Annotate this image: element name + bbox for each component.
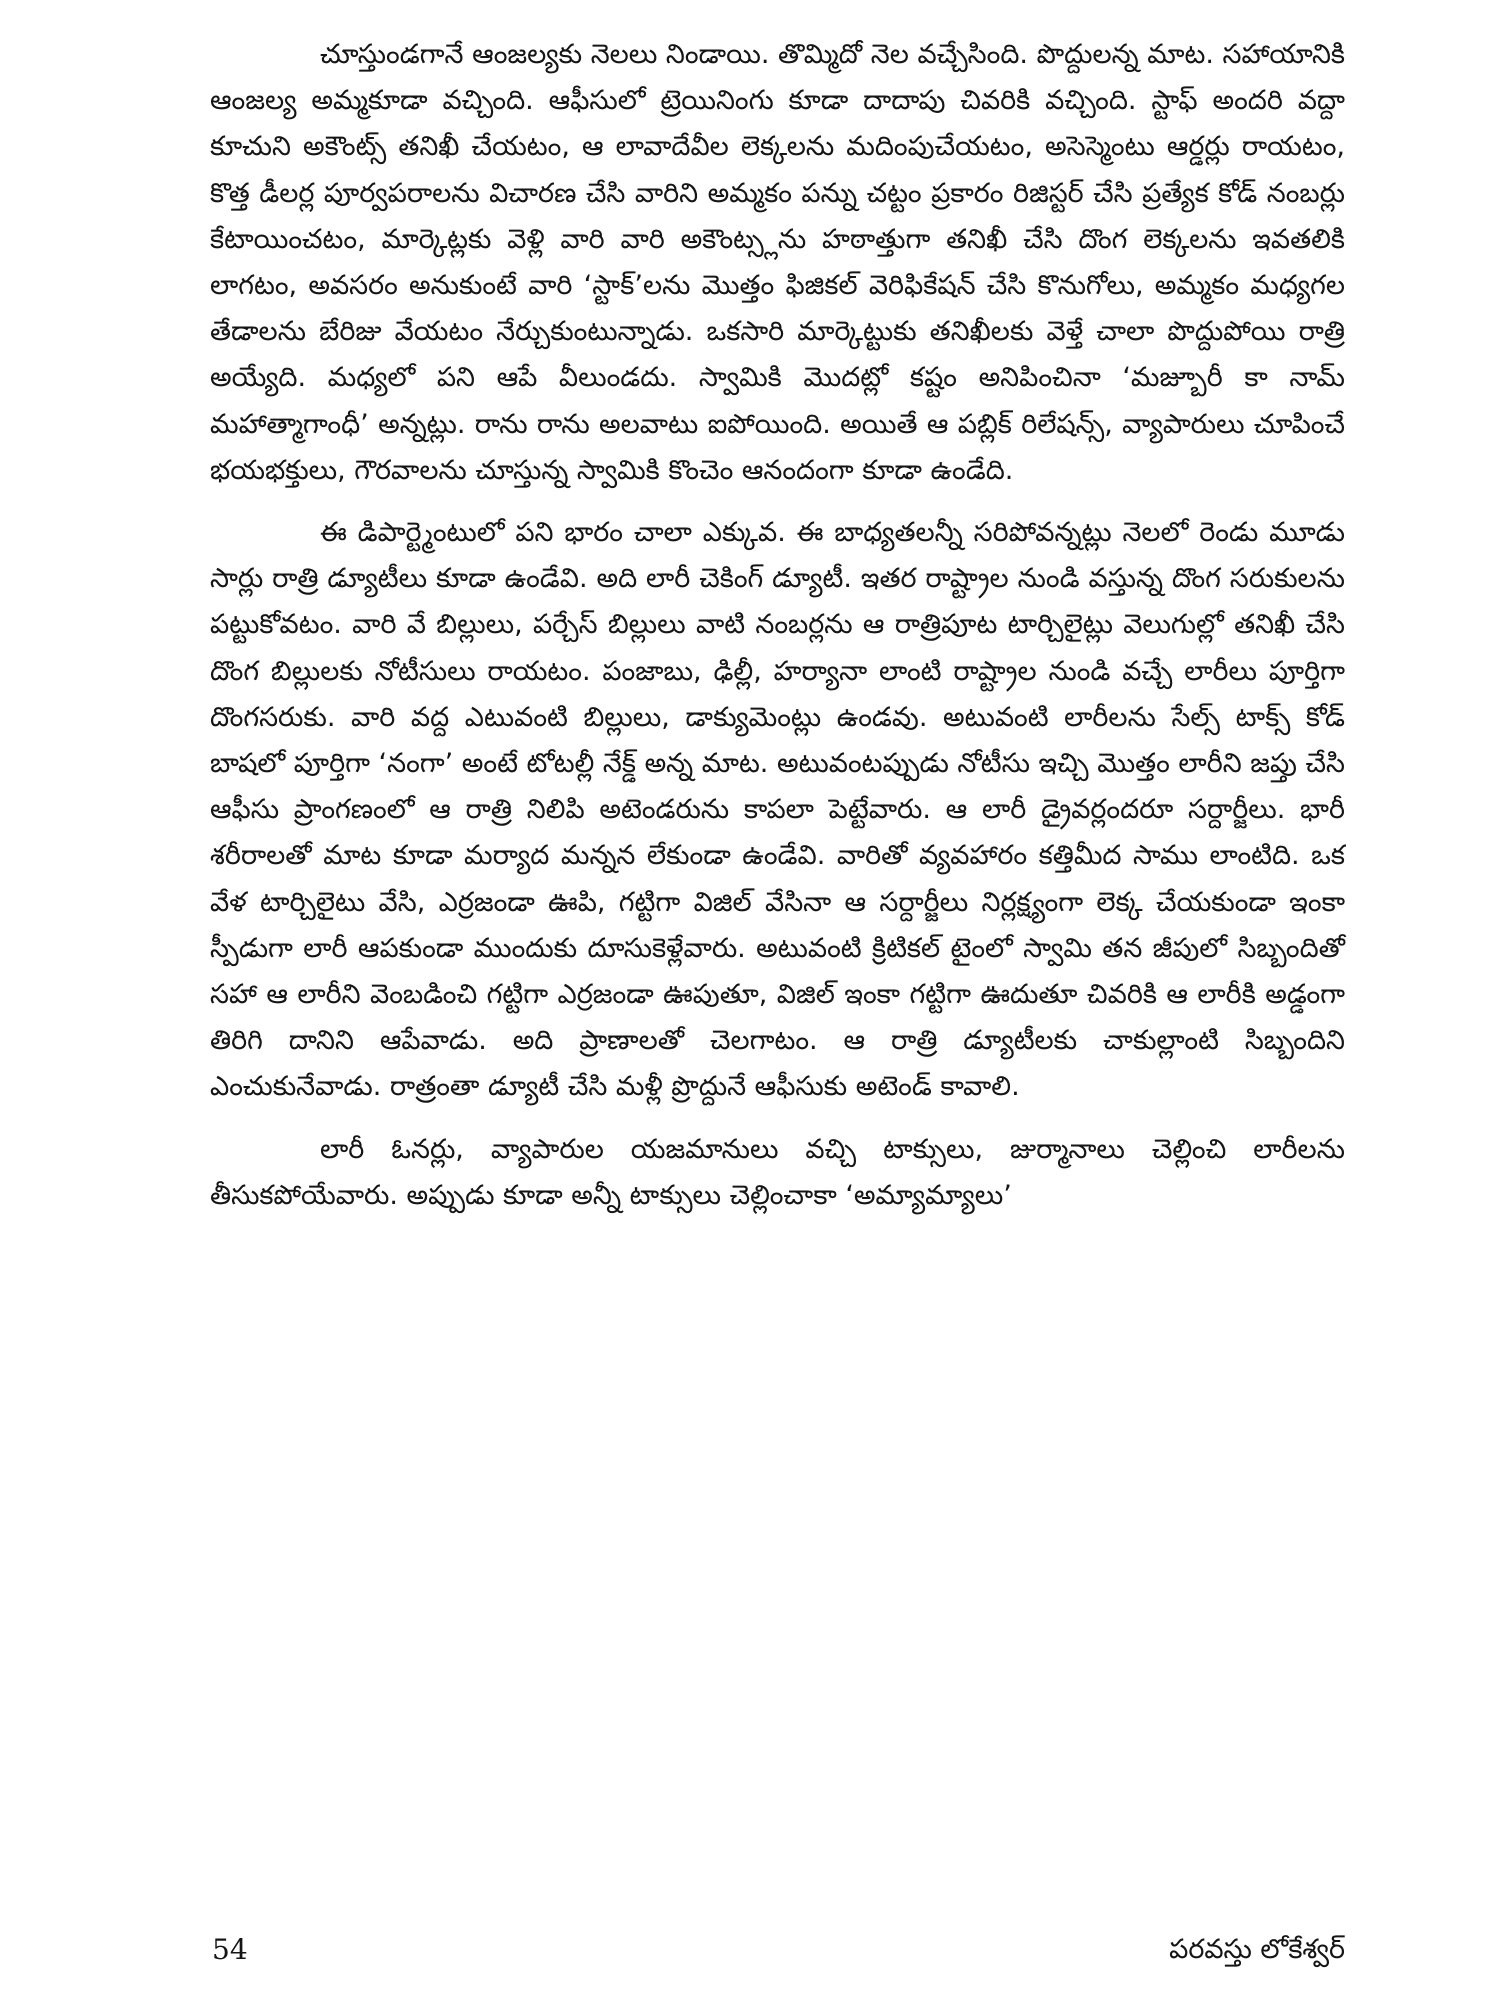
page-footer <box>212 1932 1345 1972</box>
paragraph-3: లారీ ఓనర్లు, వ్యాపారుల యజమానులు వచ్చి టాక్సులు, జుర్మానాలు చెల్లించి లారీలను తీసుకపోయేవారు. అప్పుడు కూడా అన్నీ టాక్సులు చెల్లించాకా ‘అమ్యామ్యాలు’ <box>210 1133 1345 1211</box>
paragraph-1: చూస్తుండగానే ఆంజల్యకు నెలలు నిండాయి. తొమ్మిదో నెల వచ్చేసింది. పొద్దులన్న మాట. సహాయానికి ఆంజల్య అమ్మకూడా వచ్చింది. ఆఫీసులో ట్రెయినింగు కూడా దాదాపు చివరికి వచ్చింది. స్టాఫ్ అందరి వద్దా కూచుని అకౌంట్స్ తనిఖీ చేయటం, ఆ లావాదేవీల లెక్కలను మదింపుచేయటం, అసెస్మెంటు ఆర్డర్లు రాయటం, కొత్త డీలర్ల పూర్వపరాలను విచారణ చేసి వారిని అమ్మకం పన్ను చట్టం ప్రకారం రిజిస్టర్ చేసి ప్రత్యేక కోడ్ నంబర్లు కేటాయించటం, మార్కెట్లకు వెళ్లి వారి వారి అకౌంట్స్లను హఠాత్తుగా తనిఖీ చేసి దొంగ లెక్కలను ఇవతలికి లాగటం, అవసరం అనుకుంటే వారి ‘స్టాక్’లను మొత్తం ఫిజికల్ వెరిఫికేషన్ చేసి కొనుగోలు, అమ్మకం మధ్యగల తేడాలను బేరిజు వేయటం నేర్చుకుంటున్నాడు. ఒకసారి మార్కెట్టుకు తనిఖీలకు వెళ్తే చాలా పొద్దుపోయి రాత్రి అయ్యేది. మధ్యలో పని ఆపే వీలుండదు. స్వామికి మొదట్లో కష్టం అనిపించినా ‘మజ్బూరీ కా నామ్ మహాత్మాగాంధీ’ అన్నట్లు. రాను రాను అలవాటు ఐపోయింది. అయితే ఆ పబ్లిక్ రిలేషన్స్, వ్యాపారులు చూపించే భయభక్తులు, గౌరవాలను చూస్తున్న స్వామికి కొంచెం ఆనందంగా కూడా ఉండేది. <box>210 39 1345 486</box>
author-name: పరవస్తు లోకేశ్వర్ <box>1169 1934 1345 1965</box>
body-text <box>210 32 1345 1219</box>
paragraph-2: ఈ డిపార్ట్మెంటులో పని భారం చాలా ఎక్కువ. ఈ బాధ్యతలన్నీ సరిపోవన్నట్లు నెలలో రెండు మూడు సార్లు రాత్రి డ్యూటీలు కూడా ఉండేవి. అది లారీ చెకింగ్ డ్యూటీ. ఇతర రాష్ట్రాల నుండి వస్తున్న దొంగ సరుకులను పట్టుకోవటం. వారి వే బిల్లులు, పర్చేస్ బిల్లులు వాటి నంబర్లను ఆ రాత్రిపూట టార్చిలైట్లు వెలుగుల్లో తనిఖీ చేసి దొంగ బిల్లులకు నోటీసులు రాయటం. పంజాబు, ఢిల్లీ, హర్యానా లాంటి రాష్ట్రాల నుండి వచ్చే లారీలు పూర్తిగా దొంగసరుకు. వారి వద్ద ఎటువంటి బిల్లులు, డాక్యుమెంట్లు ఉండవు. అటువంటి లారీలను సేల్స్ టాక్స్ కోడ్ బాషలో పూర్తిగా ‘నంగా’ అంటే టోటల్లీ నేక్డ్ అన్న మాట. అటువంటప్పుడు నోటీసు ఇచ్చి మొత్తం లారీని జప్తు చేసి ఆఫీసు ప్రాంగణంలో ఆ రాత్రి నిలిపి అటెండరును కాపలా పెట్టేవారు. ఆ లారీ డ్రైవర్లందరూ సర్దార్జీలు. భారీ శరీరాలతో మాట కూడా మర్యాద మన్నన లేకుండా ఉండేవి. వారితో వ్యవహారం కత్తిమీద సాము లాంటిది. ఒక వేళ టార్చిలైటు వేసి, ఎర్రజండా ఊపి, గట్టిగా విజిల్ వేసినా ఆ సర్దార్జీలు నిర్లక్ష్యంగా లెక్క చేయకుండా ఇంకా స్పీడుగా లారీ ఆపకుండా ముందుకు దూసుకెళ్లేవారు. అటువంటి క్రిటికల్ టైంలో స్వామి తన జీపులో సిబ్బందితో సహా ఆ లారీని వెంబడించి గట్టిగా ఎర్రజండా ఊపుతూ, విజిల్ ఇంకా గట్టిగా ఊదుతూ చివరికి ఆ లారీకి అడ్డంగా తిరిగి దానిని ఆపేవాడు. అది ప్రాణాలతో చెలగాటం. ఆ రాత్రి డ్యూటీలకు చాకుల్లాంటి సిబ్బందిని ఎంచుకునేవాడు. రాత్రంతా డ్యూటీ చేసి మళ్లీ ప్రొద్దునే ఆఫీసుకు అటెండ్ కావాలి. <box>210 517 1345 1103</box>
page-number: 54 <box>212 1933 248 1966</box>
